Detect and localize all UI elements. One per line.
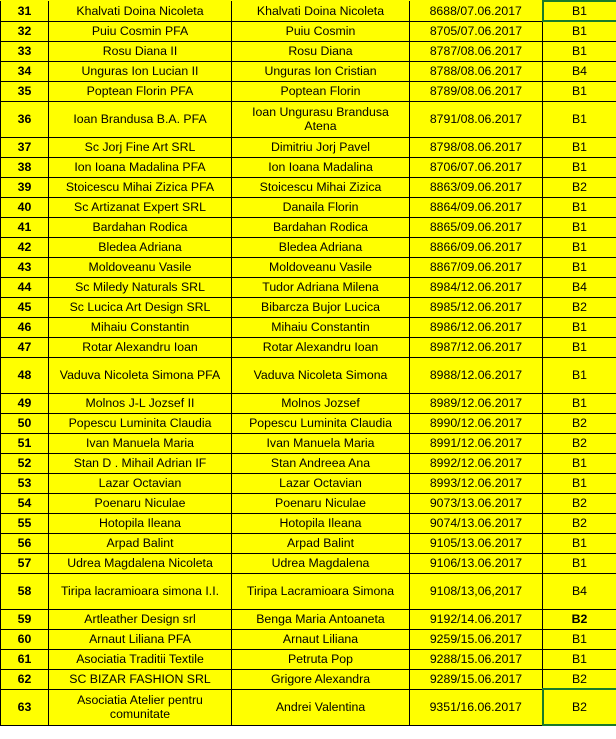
row-number-cell: 61 [1, 649, 49, 669]
row-number-cell: 38 [1, 157, 49, 177]
row-number-cell: 39 [1, 177, 49, 197]
category-cell: B2 [543, 297, 616, 317]
registration-number-date-cell: 8989/12.06.2017 [410, 393, 543, 413]
table-row [1, 413, 616, 433]
category-cell: B1 [543, 473, 616, 493]
row-number-cell: 34 [1, 61, 49, 81]
category-cell: B1 [543, 137, 616, 157]
row-number-cell: 56 [1, 533, 49, 553]
table-row [1, 61, 616, 81]
table-row [1, 101, 616, 137]
representative-name-cell: Molnos Jozsef [232, 393, 410, 413]
category-cell: B1 [543, 237, 616, 257]
registration-number-date-cell: 9288/15.06.2017 [410, 649, 543, 669]
registration-number-date-cell: 9074/13.06.2017 [410, 513, 543, 533]
registration-number-date-cell: 8867/09.06.2017 [410, 257, 543, 277]
table-row [1, 217, 616, 237]
row-number-cell: 48 [1, 357, 49, 393]
category-cell: B2 [543, 433, 616, 453]
representative-name-cell: Poenaru Niculae [232, 493, 410, 513]
firm-name-cell: SC BIZAR FASHION SRL [49, 669, 232, 689]
table-row [1, 393, 616, 413]
row-number-cell: 55 [1, 513, 49, 533]
representative-name-cell: Khalvati Doina Nicoleta [232, 1, 410, 21]
table-row [1, 493, 616, 513]
category-cell: B1 [543, 101, 616, 137]
row-number-cell: 53 [1, 473, 49, 493]
firm-name-cell: Hotopila Ileana [49, 513, 232, 533]
representative-name-cell: Bardahan Rodica [232, 217, 410, 237]
table-row [1, 689, 616, 725]
firm-name-cell: Asociatia Atelier pentru comunitate [49, 689, 232, 725]
representative-name-cell: Tiripa Lacramioara Simona [232, 573, 410, 609]
table-row [1, 237, 616, 257]
row-number-cell: 32 [1, 21, 49, 41]
table-row [1, 137, 616, 157]
category-cell: B1 [543, 157, 616, 177]
firm-name-cell: Poptean Florin PFA [49, 81, 232, 101]
category-cell: B1 [543, 1, 616, 21]
firm-name-cell: Arnaut Liliana PFA [49, 629, 232, 649]
table-row [1, 21, 616, 41]
category-cell: B4 [543, 573, 616, 609]
firm-name-cell: Arpad Balint [49, 533, 232, 553]
table-row [1, 337, 616, 357]
row-number-cell: 42 [1, 237, 49, 257]
registration-number-date-cell: 8863/09.06.2017 [410, 177, 543, 197]
row-number-cell: 54 [1, 493, 49, 513]
representative-name-cell: Arpad Balint [232, 533, 410, 553]
row-number-cell: 57 [1, 553, 49, 573]
category-cell: B2 [543, 177, 616, 197]
table-row [1, 157, 616, 177]
category-cell: B1 [543, 533, 616, 553]
table-row [1, 473, 616, 493]
registration-number-date-cell: 8993/12.06.2017 [410, 473, 543, 493]
table-row [1, 629, 616, 649]
registration-number-date-cell: 9351/16.06.2017 [410, 689, 543, 725]
firm-name-cell: Rotar Alexandru Ioan [49, 337, 232, 357]
row-number-cell: 49 [1, 393, 49, 413]
representative-name-cell: Petruta Pop [232, 649, 410, 669]
firm-name-cell: Artleather Design srl [49, 609, 232, 629]
row-number-cell: 58 [1, 573, 49, 609]
representative-name-cell: Benga Maria Antoaneta [232, 609, 410, 629]
representative-name-cell: Udrea Magdalena [232, 553, 410, 573]
table-row [1, 277, 616, 297]
category-cell: B2 [543, 609, 616, 629]
representative-name-cell: Arnaut Liliana [232, 629, 410, 649]
registration-number-date-cell: 8992/12.06.2017 [410, 453, 543, 473]
representative-name-cell: Ioan Ungurasu Brandusa Atena [232, 101, 410, 137]
category-cell: B1 [543, 337, 616, 357]
table-row [1, 533, 616, 553]
firm-name-cell: Lazar Octavian [49, 473, 232, 493]
representative-name-cell: Mihaiu Constantin [232, 317, 410, 337]
registration-number-date-cell: 8991/12.06.2017 [410, 433, 543, 453]
registration-number-date-cell: 8705/07.06.2017 [410, 21, 543, 41]
table-row [1, 41, 616, 61]
category-cell: B2 [543, 413, 616, 433]
table-row [1, 1, 616, 21]
row-number-cell: 37 [1, 137, 49, 157]
category-cell: B1 [543, 357, 616, 393]
registration-number-date-cell: 9108/13,06,2017 [410, 573, 543, 609]
firm-name-cell: Molnos J-L Jozsef II [49, 393, 232, 413]
firm-name-cell: Stan D . Mihail Adrian IF [49, 453, 232, 473]
registration-number-date-cell: 8864/09.06.2017 [410, 197, 543, 217]
representative-name-cell: Moldoveanu Vasile [232, 257, 410, 277]
representative-name-cell: Dimitriu Jorj Pavel [232, 137, 410, 157]
representative-name-cell: Lazar Octavian [232, 473, 410, 493]
representative-name-cell: Danaila Florin [232, 197, 410, 217]
category-cell: B1 [543, 197, 616, 217]
representative-name-cell: Vaduva Nicoleta Simona [232, 357, 410, 393]
registration-number-date-cell: 8787/08.06.2017 [410, 41, 543, 61]
table-row [1, 257, 616, 277]
firm-name-cell: Bardahan Rodica [49, 217, 232, 237]
row-number-cell: 46 [1, 317, 49, 337]
firm-name-cell: Bledea Adriana [49, 237, 232, 257]
firm-name-cell: Mihaiu Constantin [49, 317, 232, 337]
category-cell: B2 [543, 493, 616, 513]
table-row [1, 453, 616, 473]
category-cell: B1 [543, 217, 616, 237]
row-number-cell: 41 [1, 217, 49, 237]
row-number-cell: 40 [1, 197, 49, 217]
firm-name-cell: Khalvati Doina Nicoleta [49, 1, 232, 21]
firm-name-cell: Udrea Magdalena Nicoleta [49, 553, 232, 573]
firm-name-cell: Unguras Ion Lucian II [49, 61, 232, 81]
table-row [1, 669, 616, 689]
table-row [1, 317, 616, 337]
registration-number-date-cell: 8865/09.06.2017 [410, 217, 543, 237]
row-number-cell: 50 [1, 413, 49, 433]
registration-number-date-cell: 8789/08.06.2017 [410, 81, 543, 101]
registration-number-date-cell: 9192/14.06.2017 [410, 609, 543, 629]
table-row [1, 197, 616, 217]
category-cell: B1 [543, 257, 616, 277]
row-number-cell: 51 [1, 433, 49, 453]
table-row [1, 553, 616, 573]
registration-number-date-cell: 8798/08.06.2017 [410, 137, 543, 157]
firm-name-cell: Sc Miledy Naturals SRL [49, 277, 232, 297]
row-number-cell: 47 [1, 337, 49, 357]
representative-name-cell: Rosu Diana [232, 41, 410, 61]
row-number-cell: 35 [1, 81, 49, 101]
category-cell: B4 [543, 61, 616, 81]
representative-name-cell: Popescu Luminita Claudia [232, 413, 410, 433]
table-row [1, 513, 616, 533]
row-number-cell: 59 [1, 609, 49, 629]
category-cell: B1 [543, 41, 616, 61]
category-cell: B1 [543, 553, 616, 573]
registration-number-date-cell: 8984/12.06.2017 [410, 277, 543, 297]
row-number-cell: 33 [1, 41, 49, 61]
representative-name-cell: Grigore Alexandra [232, 669, 410, 689]
firm-name-cell: Asociatia Traditii Textile [49, 649, 232, 669]
representative-name-cell: Stan Andreea Ana [232, 453, 410, 473]
registration-number-date-cell: 9106/13.06.2017 [410, 553, 543, 573]
firm-name-cell: Puiu Cosmin PFA [49, 21, 232, 41]
representative-name-cell: Bibarcza Bujor Lucica [232, 297, 410, 317]
representative-name-cell: Ion Ioana Madalina [232, 157, 410, 177]
row-number-cell: 36 [1, 101, 49, 137]
firm-name-cell: Poenaru Niculae [49, 493, 232, 513]
representative-name-cell: Puiu Cosmin [232, 21, 410, 41]
row-number-cell: 44 [1, 277, 49, 297]
firm-name-cell: Tiripa lacramioara simona I.I. [49, 573, 232, 609]
representative-name-cell: Stoicescu Mihai Zizica [232, 177, 410, 197]
row-number-cell: 60 [1, 629, 49, 649]
category-cell: B1 [543, 629, 616, 649]
registration-number-date-cell: 8866/09.06.2017 [410, 237, 543, 257]
table-row [1, 649, 616, 669]
category-cell: B1 [543, 649, 616, 669]
representative-name-cell: Andrei Valentina [232, 689, 410, 725]
category-cell: B4 [543, 277, 616, 297]
category-cell: B1 [543, 317, 616, 337]
registration-number-date-cell: 8706/07.06.2017 [410, 157, 543, 177]
table-row [1, 433, 616, 453]
registration-number-date-cell: 9105/13.06.2017 [410, 533, 543, 553]
representative-name-cell: Bledea Adriana [232, 237, 410, 257]
registration-number-date-cell: 9073/13.06.2017 [410, 493, 543, 513]
applicants-table-body [1, 1, 616, 725]
row-number-cell: 62 [1, 669, 49, 689]
firm-name-cell: Vaduva Nicoleta Simona PFA [49, 357, 232, 393]
firm-name-cell: Ioan Brandusa B.A. PFA [49, 101, 232, 137]
category-cell: B2 [543, 689, 616, 725]
representative-name-cell: Unguras Ion Cristian [232, 61, 410, 81]
category-cell: B2 [543, 669, 616, 689]
row-number-cell: 31 [1, 1, 49, 21]
table-row [1, 297, 616, 317]
representative-name-cell: Poptean Florin [232, 81, 410, 101]
firm-name-cell: Sc Jorj Fine Art SRL [49, 137, 232, 157]
row-number-cell: 63 [1, 689, 49, 725]
representative-name-cell: Tudor Adriana Milena [232, 277, 410, 297]
registration-number-date-cell: 8988/12.06.2017 [410, 357, 543, 393]
firm-name-cell: Moldoveanu Vasile [49, 257, 232, 277]
row-number-cell: 45 [1, 297, 49, 317]
firm-name-cell: Ion Ioana Madalina PFA [49, 157, 232, 177]
representative-name-cell: Rotar Alexandru Ioan [232, 337, 410, 357]
registration-number-date-cell: 8985/12.06.2017 [410, 297, 543, 317]
firm-name-cell: Rosu Diana II [49, 41, 232, 61]
firm-name-cell: Sc Lucica Art Design SRL [49, 297, 232, 317]
firm-name-cell: Ivan Manuela Maria [49, 433, 232, 453]
registration-number-date-cell: 9259/15.06.2017 [410, 629, 543, 649]
table-row [1, 177, 616, 197]
table-row [1, 609, 616, 629]
category-cell: B1 [543, 393, 616, 413]
category-cell: B2 [543, 513, 616, 533]
firm-name-cell: Popescu Luminita Claudia [49, 413, 232, 433]
registration-number-date-cell: 8788/08.06.2017 [410, 61, 543, 81]
category-cell: B1 [543, 21, 616, 41]
representative-name-cell: Ivan Manuela Maria [232, 433, 410, 453]
table-row [1, 81, 616, 101]
registration-number-date-cell: 8791/08.06.2017 [410, 101, 543, 137]
registration-number-date-cell: 8987/12.06.2017 [410, 337, 543, 357]
table-row [1, 573, 616, 609]
category-cell: B1 [543, 453, 616, 473]
registration-number-date-cell: 8986/12.06.2017 [410, 317, 543, 337]
registration-number-date-cell: 8990/12.06.2017 [410, 413, 543, 433]
firm-name-cell: Stoicescu Mihai Zizica PFA [49, 177, 232, 197]
category-cell: B1 [543, 81, 616, 101]
row-number-cell: 52 [1, 453, 49, 473]
registration-number-date-cell: 8688/07.06.2017 [410, 1, 543, 21]
firm-name-cell: Sc Artizanat Expert SRL [49, 197, 232, 217]
registration-number-date-cell: 9289/15.06.2017 [410, 669, 543, 689]
row-number-cell: 43 [1, 257, 49, 277]
representative-name-cell: Hotopila Ileana [232, 513, 410, 533]
table-row [1, 357, 616, 393]
